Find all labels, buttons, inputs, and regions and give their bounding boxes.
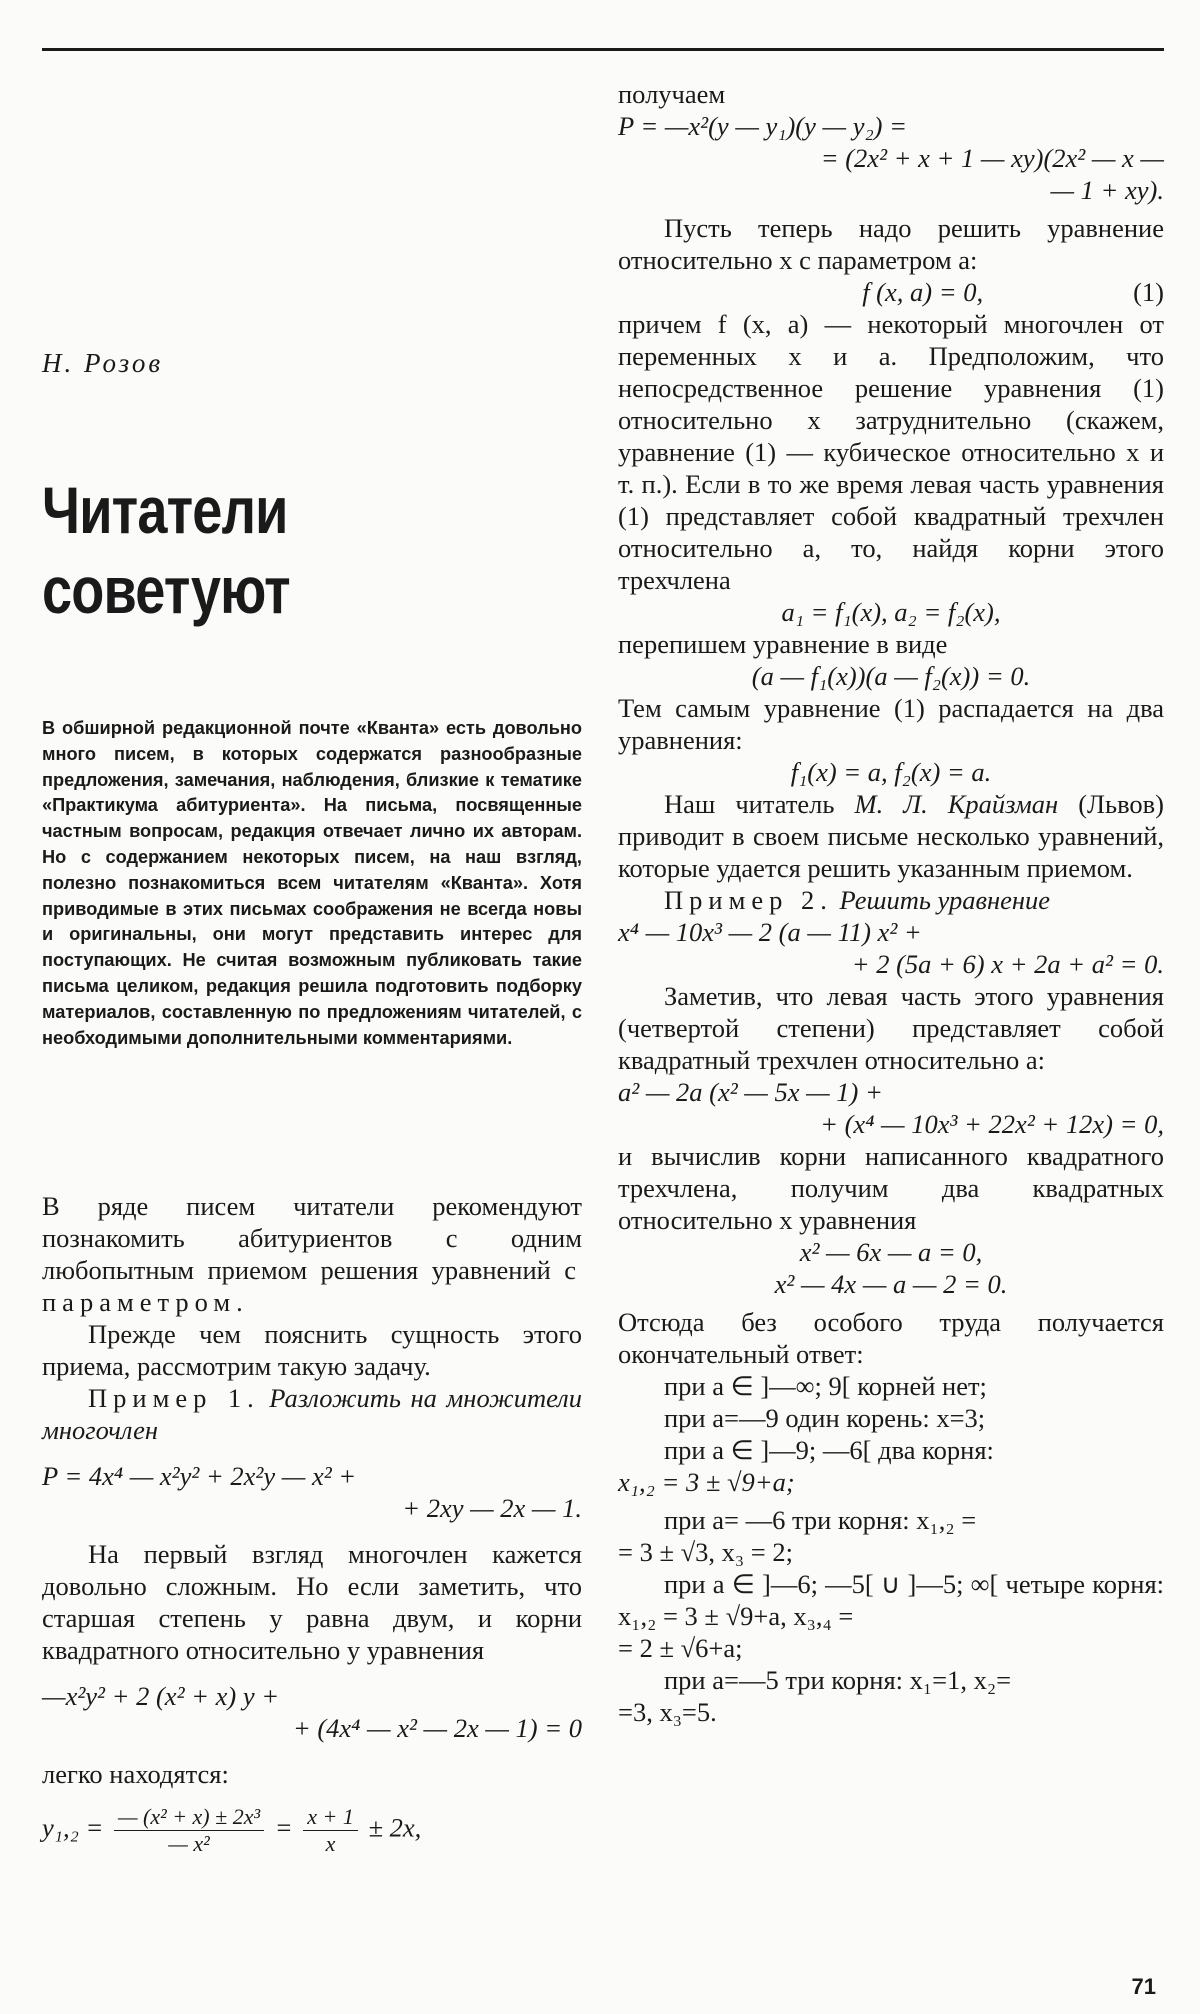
equation: + 2xy — 2x — 1.: [402, 1493, 582, 1523]
answer-line: при a ∈ ]—6; —5[ ∪ ]—5; ∞[ четыре корня: x₁,₂ = 3 ± √9+a, x₃,₄ =: [618, 1569, 1164, 1631]
answer-line: при a= —6 три корня: x₁,₂ =: [664, 1505, 977, 1535]
paragraph: На первый взгляд многочлен кажется довольно сложным. Но если заметить, что старшая степень y равна двум, и корни квадратного относительно y уравнения: [42, 1539, 582, 1665]
equation: x² — 6x — a = 0,: [799, 1237, 983, 1267]
equation: a² — 2a (x² — 5x — 1) +: [618, 1077, 883, 1107]
paragraph: Тем самым уравнение (1) распадается на два уравнения:: [618, 693, 1164, 755]
paragraph: Наш читатель М. Л. Крайзман (Львов) приводит в своем письме несколько уравнений, которые удается решить указанным приемом.: [618, 789, 1164, 883]
left-body: [42, 1190, 582, 1857]
equation: x² — 4x — a — 2 = 0.: [774, 1269, 1008, 1299]
equation: (a — f₁(x))(a — f₂(x)) = 0.: [751, 661, 1031, 691]
paragraph: Заметив, что левая часть этого уравнения (четвертой степени) представляет собой квадратный трехчлен относительно a:: [618, 981, 1164, 1075]
paragraph: В ряде писем читатели рекомендуют познакомить абитуриентов с одним любопытным приемом решения уравнений с параметром.: [42, 1191, 582, 1317]
answer-line: при a ∈ ]—9; —6[ два корня:: [664, 1435, 994, 1465]
top-rule: [42, 48, 1164, 51]
right-column: получаем P = —x²(y — y₁)(y — y₂) = = (2x² + x + 1 — xy)(2x² — x — — 1 + xy). Пусть теперь надо решить уравнение относительно x с параметром a: f (x, a) = 0, (1) причем f (x, a) — некоторый многочлен от переменных x и a. Предположим, что непосредственное решение уравнения (1) относительно x затруднительно (скажем, уравнение (1) — кубическое относительно x и т. п.). Если в то же время левая часть уравнения (1) представляет собой квадратный трехчлен относительно a, то, найдя корни этого трехчлена a₁ = f₁(x), a₂ = f₂(x), перепишем уравнение в виде (a — f₁(x))(a — f₂(x)) = 0. Тем самым уравнение (1) распадается на два уравнения: f₁(x) = a, f₂(x) = a. Наш читатель М. Л. Крайзман (Львов) приводит в своем письме несколько уравнений, которые удается решить указанным приемом. Пример 2. Решить уравнение x⁴ — 10x³ — 2 (a — 11) x² + + 2 (5a + 6) x + 2a + a² = 0. Заметив, что левая часть этого уравнения (четвертой степени) представляет собой квадратный трехчлен относительно a: a² — 2a (x² — 5x — 1) + + (x⁴ — 10x³ + 22x² + 12x) = 0, и вычислив корни написанного квадратного трехчлена, получим два квадратных относительно x уравнения x² — 6x — a = 0, x² — 4x — a — 2 = 0. Отсюда без особого труда получается окончательный ответ: при a ∈ ]—∞; 9[ корней нет; при a=—9 один корень: x=3; при a ∈ ]—9; —6[ два корня: x₁,₂ = 3 ± √9+a; при a= —6 три корня: x₁,₂ = = 3 ± √3, x₃ = 2; при a ∈ ]—6; —5[ ∪ ]—5; ∞[ четыре корня: x₁,₂ = 3 ± √9+a, x₃,₄ = = 2 ± √6+a; при a=—5 три корня: x₁=1, x₂= =3, x₃=5.: [618, 79, 1164, 1727]
equation: + 2 (5a + 6) x + 2a + a² = 0.: [851, 949, 1164, 979]
page-number: 71: [1131, 1974, 1156, 1999]
paragraph: Прежде чем пояснить сущность этого приема, рассмотрим такую задачу.: [42, 1319, 582, 1381]
example-2: Пример 2. Решить уравнение: [664, 885, 1051, 915]
fraction-equation: y₁,₂ = $\frac{\text{— (x² + x) ± 2x³}}{\text{— x²}}$ = $\frac{x + 1}{x}$ ± 2x,: [42, 1804, 422, 1856]
equation: = (2x² + x + 1 — xy)(2x² — x —: [820, 143, 1164, 173]
paragraph: Отсюда без особого труда получается окончательный ответ:: [618, 1307, 1164, 1369]
answer-line: x₁,₂ = 3 ± √9+a;: [618, 1467, 795, 1497]
answer-line: при a=—9 один корень: x=3;: [664, 1403, 986, 1433]
answer-line: при a=—5 три корня: x₁=1, x₂=: [664, 1665, 1012, 1695]
equation: — 1 + xy).: [1050, 175, 1164, 205]
answer-line: = 2 ± √6+a;: [618, 1633, 743, 1663]
paragraph: перепишем уравнение в виде: [618, 629, 948, 659]
paragraph: легко находятся:: [42, 1759, 229, 1789]
answer-line: при a ∈ ]—∞; 9[ корней нет;: [664, 1371, 987, 1401]
paragraph: причем f (x, a) — некоторый многочлен от переменных x и a. Предположим, что непосредственное решение уравнения (1) относительно x затруднительно (скажем, уравнение (1) — кубическое относительно x и т. п.). Если в то же время левая часть уравнения (1) представляет собой квадратный трехчлен относительно a, то, найдя корни этого трехчлена: [618, 309, 1164, 595]
equation: x⁴ — 10x³ — 2 (a — 11) x² +: [618, 917, 922, 947]
equation: —x²y² + 2 (x² + x) y +: [42, 1681, 280, 1711]
paragraph: Пусть теперь надо решить уравнение относительно x с параметром a:: [618, 213, 1164, 275]
equation: + (x⁴ — 10x³ + 22x² + 12x) = 0,: [820, 1109, 1164, 1139]
article-title: Читатели советуют: [42, 473, 290, 627]
equation: P = —x²(y — y₁)(y — y₂) =: [618, 111, 908, 141]
answer-line: =3, x₃=5.: [618, 1697, 717, 1727]
equation: P = 4x⁴ — x²y² + 2x²y — x² +: [42, 1461, 357, 1491]
left-column: [42, 60, 582, 1990]
equation: a₁ = f₁(x), a₂ = f₂(x),: [781, 597, 1001, 627]
equation-1: f (x, a) = 0, (1): [862, 277, 1164, 307]
equation: + (4x⁴ — x² — 2x — 1) = 0: [292, 1713, 582, 1743]
answer-line: = 3 ± √3, x₃ = 2;: [618, 1537, 793, 1567]
equation: f₁(x) = a, f₂(x) = a.: [790, 757, 992, 787]
intro-paragraph: В обширной редакционной почте «Кванта» есть довольно много писем, в которых содержатся разнообразные предложения, замечания, наблюдения, близкие к тематике «Практикума абитуриента». На письма, посвященные частным вопросам, редакция отвечает лично их авторам. Но с содержанием некоторых писем, на наш взгляд, полезно познакомиться всем читателям «Кванта». Хотя приводимые в этих письмах соображения не всегда новы и оригинальны, они могут представить интерес для поступающих. Не считая возможным публиковать такие письма целиком, редакция решила подготовить подборку материалов, составленную по предложениям читателей, с необходимыми дополнительными комментариями.: [42, 718, 582, 1048]
author: Н. Розов: [42, 348, 164, 378]
example-1: Пример 1. Разложить на множители многочлен: [42, 1383, 582, 1445]
paragraph: и вычислив корни написанного квадратного трехчлена, получим два квадратных относительно x уравнения: [618, 1141, 1164, 1235]
